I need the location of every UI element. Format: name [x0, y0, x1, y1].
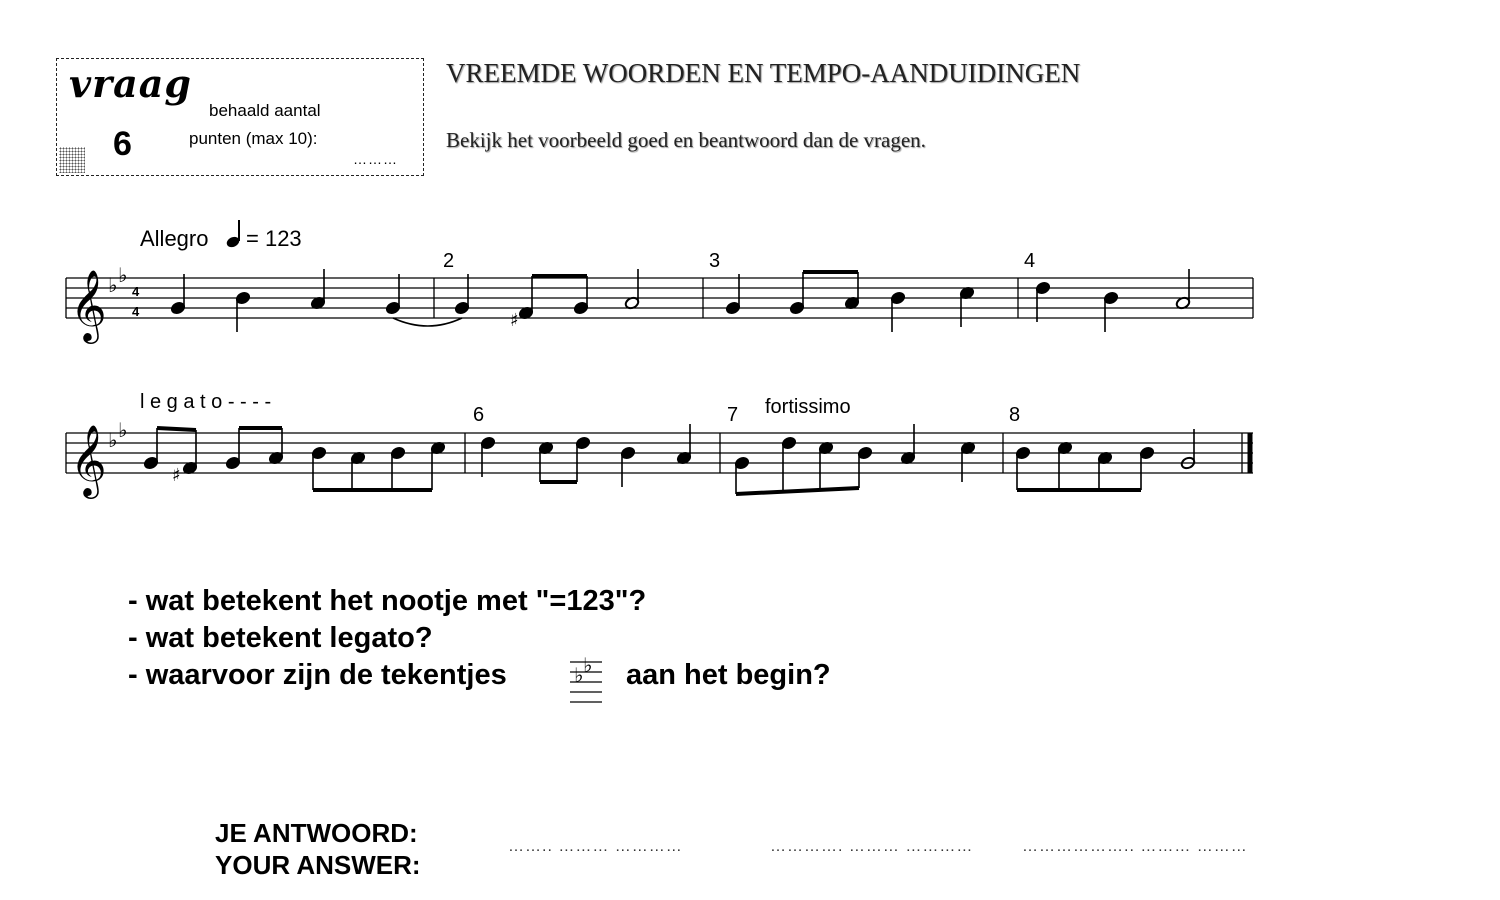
- treble-clef-icon: 𝄞: [70, 423, 107, 496]
- notes-system-2: [143, 424, 1196, 494]
- points-blank: ………: [353, 151, 398, 167]
- flat-icon: ♭: [108, 273, 118, 297]
- question-1: - wat betekent het nootje met "=123"?: [128, 585, 647, 617]
- tempo-value: = 123: [246, 226, 302, 251]
- flat-icon: ♭: [108, 428, 118, 452]
- page-title: VREEMDE WOORDEN EN TEMPO-AANDUIDINGEN: [446, 58, 1081, 88]
- flat-icon: ♭: [118, 418, 128, 442]
- answer-blank-2[interactable]: …………. ……… …………: [770, 838, 974, 855]
- measure-number: 6: [473, 404, 485, 426]
- key-signature-icon: [566, 646, 606, 704]
- legato-mark: l e g a t o - - - -: [140, 391, 272, 413]
- answer-label-nl: JE ANTWOORD:: [215, 818, 418, 848]
- svg-text:♯: ♯: [510, 310, 519, 331]
- measure-number: 3: [709, 250, 721, 272]
- answer-blank-1[interactable]: …….. ……… …………: [508, 838, 683, 855]
- time-signature: 4: [132, 284, 140, 299]
- points-label-line2: punten (max 10):: [189, 129, 318, 148]
- tempo-word: Allegro: [140, 226, 209, 251]
- dynamic-mark: fortissimo: [765, 396, 851, 418]
- staff-2: [66, 433, 1253, 473]
- svg-text:♯: ♯: [172, 465, 181, 486]
- answer-label-en: YOUR ANSWER:: [215, 850, 421, 880]
- instruction-text: Bekijk het voorbeeld goed en beantwoord dan de vragen.: [446, 128, 926, 152]
- measure-number: 8: [1009, 404, 1021, 426]
- svg-text:♭: ♭: [574, 663, 584, 687]
- quarter-note-icon: [225, 220, 241, 249]
- measure-number: 7: [727, 404, 739, 426]
- vraag-label: vraag: [69, 61, 192, 106]
- measure-number: 4: [1024, 250, 1036, 272]
- svg-text:♭: ♭: [583, 653, 593, 677]
- points-label-line1: behaald aantal: [209, 101, 321, 120]
- measure-number: 2: [443, 250, 455, 272]
- question-3-tail: aan het begin?: [626, 659, 831, 691]
- question-3: - waarvoor zijn de tekentjes: [128, 659, 507, 691]
- time-signature: 4: [132, 304, 140, 319]
- flat-icon: ♭: [118, 263, 128, 287]
- question-number: 6: [113, 125, 132, 163]
- answer-blank-3[interactable]: ……………….. ……… ………: [1022, 838, 1248, 855]
- question-2: - wat betekent legato?: [128, 622, 433, 654]
- treble-clef-icon: 𝄞: [70, 268, 107, 341]
